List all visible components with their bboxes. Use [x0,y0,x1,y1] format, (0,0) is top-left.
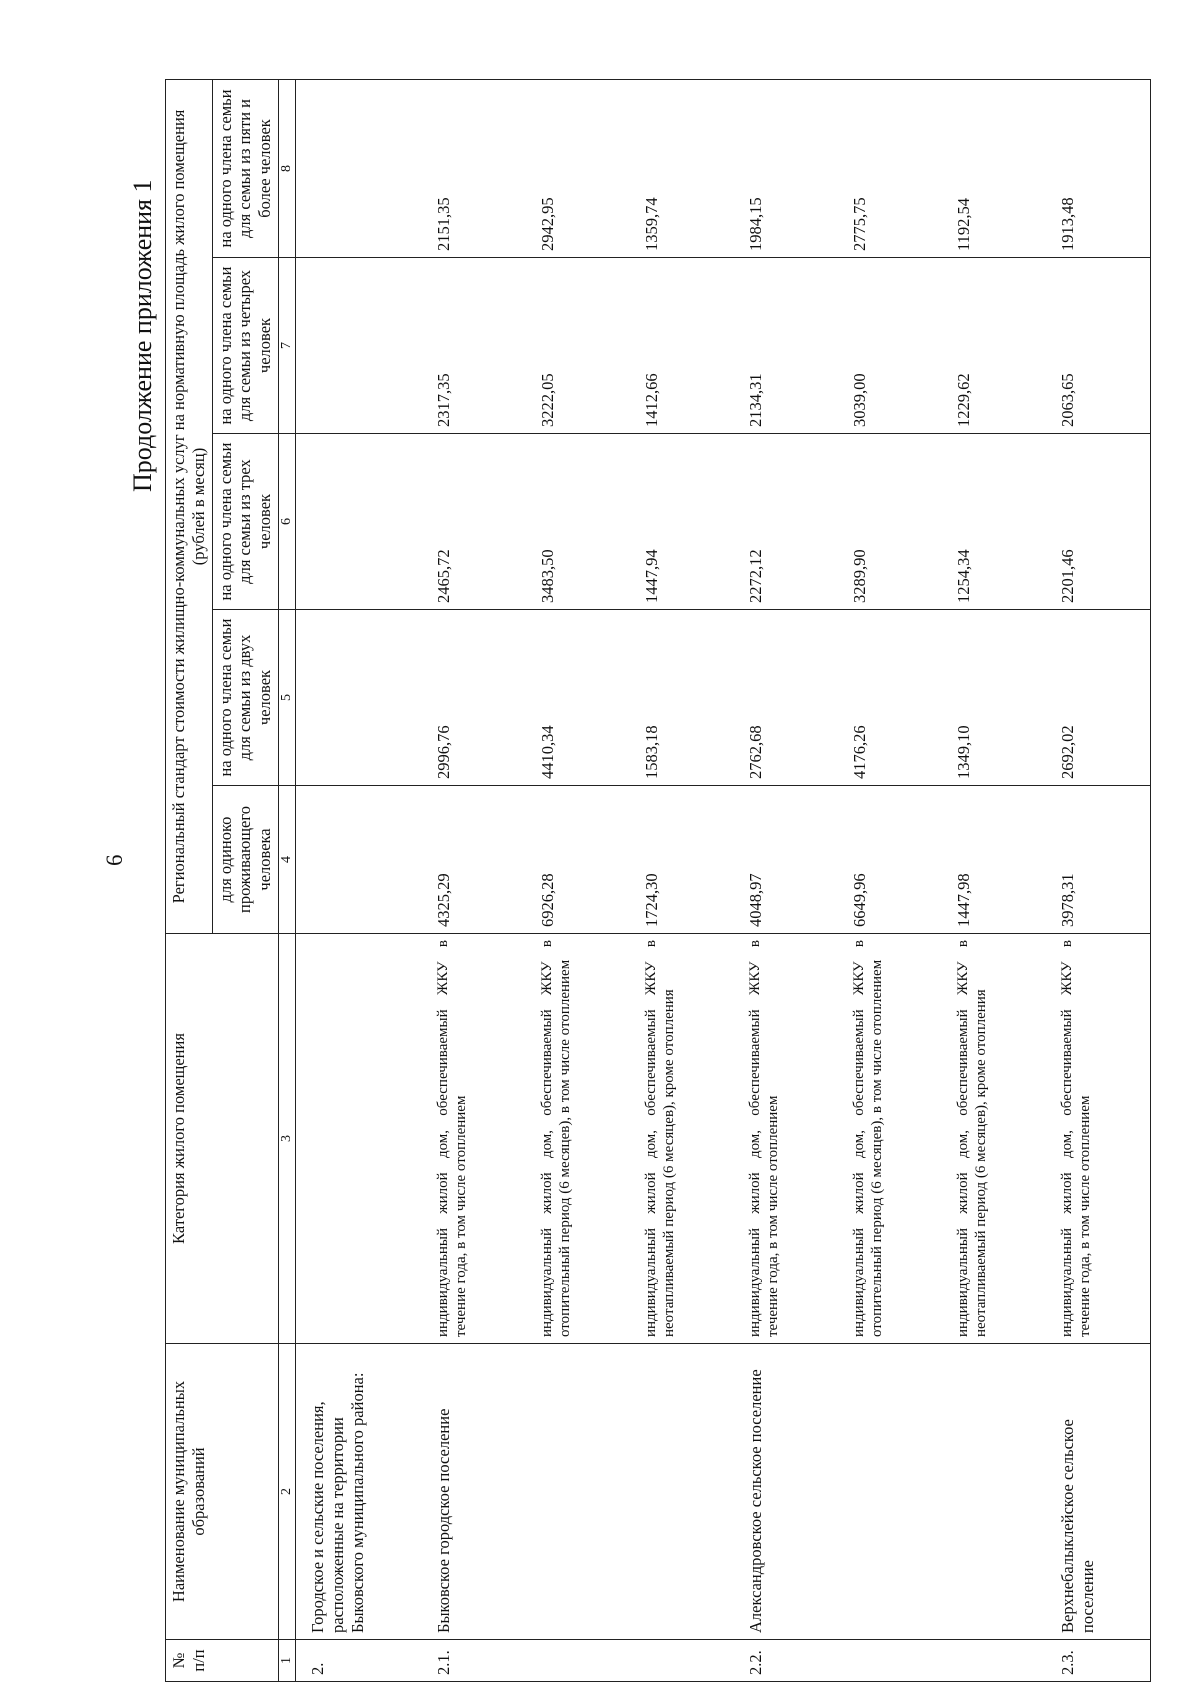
section-row [295,79,422,1681]
row-municipality [630,1344,734,1640]
row-num [630,1640,734,1682]
row-value-four: 2063,65 [1046,258,1151,434]
row-value-three: 2465,72 [422,434,526,610]
row-num [838,1640,942,1682]
table-row [526,79,630,1681]
table-row [734,79,838,1681]
table-row [422,79,526,1681]
row-municipality [526,1344,630,1640]
table-row [1046,79,1151,1681]
row-value-two: 2692,02 [1046,610,1151,786]
header-col4: для одиноко проживающего человека [212,786,278,934]
header-col8: на одного члена семьи для семьи из пяти и более человек [212,79,278,257]
header-col7: на одного члена семьи для семьи из четырех человек [212,258,278,434]
header-col6: на одного члена семьи для семьи из трех человек [212,434,278,610]
row-num [942,1640,1046,1682]
row-category: индивидуальный жилой дом, обеспечиваемый ЖКУ в течение года, в том числе отоплением [422,934,526,1344]
row-value-five-plus: 1359,74 [630,79,734,257]
row-value-single: 1447,98 [942,786,1046,934]
row-value-five-plus: 1913,48 [1046,79,1151,257]
row-value-single: 6649,96 [838,786,942,934]
row-value-two: 1583,18 [630,610,734,786]
row-value-two: 4410,34 [526,610,630,786]
row-value-single: 4325,29 [422,786,526,934]
row-value-five-plus: 2942,95 [526,79,630,257]
row-value-three: 3289,90 [838,434,942,610]
row-value-three: 2201,46 [1046,434,1151,610]
row-municipality [942,1344,1046,1640]
row-value-two: 2996,76 [422,610,526,786]
col-number: 2 [278,1344,295,1640]
row-value-three: 1447,94 [630,434,734,610]
row-value-four: 2317,35 [422,258,526,434]
col-number: 1 [278,1640,295,1682]
col-number: 8 [278,79,295,257]
row-value-four: 3222,05 [526,258,630,434]
page-number: 6 [102,854,127,866]
header-municipality: Наименование муниципальных образований [166,1344,279,1640]
continuation-title: Продолжение приложения 1 [128,179,157,492]
row-category: индивидуальный жилой дом, обеспечиваемый ЖКУ в неотапливаемый период (6 месяцев), кроме отопления [942,934,1046,1344]
row-value-three: 1254,34 [942,434,1046,610]
row-value-five-plus: 2775,75 [838,79,942,257]
row-value-three: 2272,12 [734,434,838,610]
row-value-two: 1349,10 [942,610,1046,786]
row-municipality: Верхнебалыклейское сельское поселение [1046,1344,1151,1640]
section-num: 2. [295,1640,422,1682]
row-value-four: 2134,31 [734,258,838,434]
header-num: № п/п [166,1640,279,1682]
column-numbers-row [278,79,295,1681]
row-category: индивидуальный жилой дом, обеспечиваемый ЖКУ в течение года, в том числе отоплением [734,934,838,1344]
row-value-four: 1412,66 [630,258,734,434]
row-num: 2.2. [734,1640,838,1682]
row-num: 2.3. [1046,1640,1151,1682]
table-row [942,79,1046,1681]
row-category: индивидуальный жилой дом, обеспечиваемый ЖКУ в отопительный период (6 месяцев), в том числе отоплением [526,934,630,1344]
row-value-five-plus: 1984,15 [734,79,838,257]
table-row [630,79,734,1681]
row-value-five-plus: 1192,54 [942,79,1046,257]
row-municipality [838,1344,942,1640]
row-value-three: 3483,50 [526,434,630,610]
row-category: индивидуальный жилой дом, обеспечиваемый ЖКУ в неотапливаемый период (6 месяцев), кроме отопления [630,934,734,1344]
col-number: 6 [278,434,295,610]
row-municipality: Александровское сельское поселение [734,1344,838,1640]
row-value-four: 3039,00 [838,258,942,434]
section-name: Городское и сельские поселения, расположенные на территории Быковского муниципального района: [295,1344,422,1640]
row-value-four: 1229,62 [942,258,1046,434]
header-col5: на одного члена семьи для семьи из двух человек [212,610,278,786]
row-num: 2.1. [422,1640,526,1682]
row-value-two: 4176,26 [838,610,942,786]
row-value-two: 2762,68 [734,610,838,786]
housing-standard-table [165,79,1151,1682]
col-number: 5 [278,610,295,786]
row-value-single: 1724,30 [630,786,734,934]
row-value-five-plus: 2151,35 [422,79,526,257]
row-value-single: 4048,97 [734,786,838,934]
table-row [838,79,942,1681]
row-value-single: 3978,31 [1046,786,1151,934]
row-category: индивидуальный жилой дом, обеспечиваемый ЖКУ в отопительный период (6 месяцев), в том числе отоплением [838,934,942,1344]
header-regional-standard: Региональный стандарт стоимости жилищно-коммунальных услуг на нормативную площадь жилого помещения (рублей в месяц) [166,79,213,933]
row-municipality: Быковское городское поселение [422,1344,526,1640]
header-category: Категория жилого помещения [166,934,279,1344]
row-num [526,1640,630,1682]
col-number: 7 [278,258,295,434]
col-number: 3 [278,934,295,1344]
col-number: 4 [278,786,295,934]
row-value-single: 6926,28 [526,786,630,934]
row-category: индивидуальный жилой дом, обеспечиваемый ЖКУ в течение года, в том числе отоплением [1046,934,1151,1344]
